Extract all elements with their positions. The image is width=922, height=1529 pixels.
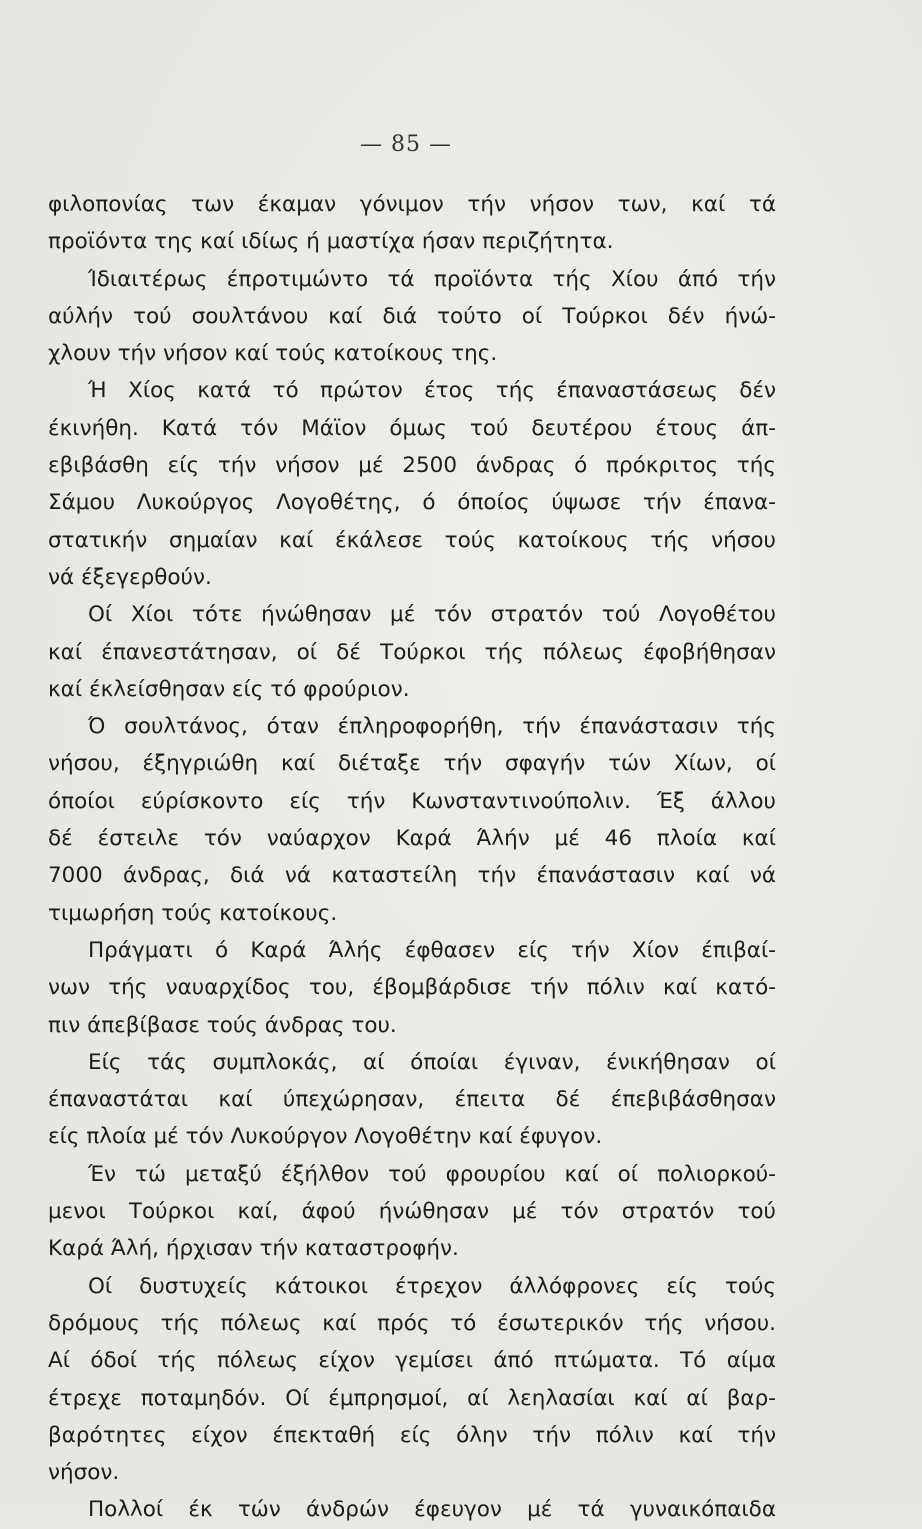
text-line: είς πλοία μέ τόν Λυκούργον Λογοθέτην καί έφυγον. [48, 1124, 603, 1150]
text-line: πιν άπεβίβασε τούς άνδρας του. [48, 1012, 397, 1038]
text-line: νων τής ναυαρχίδος του, έβομβάρδισε τήν πόλιν καί κατό- [48, 975, 776, 1001]
text-line: νήσον. [48, 1460, 120, 1486]
text-line: στατικήν σημαίαν καί έκάλεσε τούς κατοίκους τής νήσου [48, 527, 776, 553]
text-line: Ή Χίος κατά τό πρώτον έτος τής έπαναστάσεως δέν [88, 378, 776, 404]
text-line: καί έκλείσθησαν είς τό φρούριον. [48, 676, 410, 702]
text-line: καί έπανεστάτησαν, οί δέ Τούρκοι τής πόλεως έφοβήθησαν [48, 639, 776, 665]
text-line: έκινήθη. Κατά τόν Μάϊον όμως τού δευτέρου έτους άπ- [48, 415, 776, 441]
text-line: μενοι Τούρκοι καί, άφού ήνώθησαν μέ τόν στρατόν τού [48, 1199, 776, 1225]
page-number: — 85 — [360, 132, 452, 157]
text-line: Αί όδοί τής πόλεως είχον γεμίσει άπό πτώματα. Τό αίμα [48, 1348, 776, 1374]
text-line: προϊόντα της καί ιδίως ή μαστίχα ήσαν περιζήτητα. [48, 229, 614, 255]
text-line: Είς τάς συμπλοκάς, αί όποίαι έγιναν, ένικήθησαν οί [88, 1049, 776, 1075]
page-text [48, 186, 776, 1529]
text-line: εβιβάσθη είς τήν νήσον μέ 2500 άνδρας ό πρόκριτος τής [48, 453, 776, 479]
text-line: Πράγματι ό Καρά Άλής έφθασεν είς τήν Χίον έπιβαί- [88, 937, 776, 963]
text-line: νήσου, έξηγριώθη καί διέταξε τήν σφαγήν τών Χίων, οί [48, 751, 776, 777]
text-line: τιμωρήση τούς κατοίκους. [48, 900, 338, 926]
text-line: Έν τώ μεταξύ έξήλθον τού φρουρίου καί οί πολιορκού- [88, 1161, 776, 1187]
text-line: Οί Χίοι τότε ήνώθησαν μέ τόν στρατόν τού Λογοθέτου [88, 602, 776, 628]
text-line: βαρότητες είχον έπεκταθή είς όλην τήν πόλιν καί τήν [48, 1422, 776, 1448]
text-line: Ό σουλτάνος, όταν έπληροφορήθη, τήν έπανάστασιν τής [88, 714, 776, 740]
text-line: νά έξεγερθούν. [48, 564, 212, 590]
text-line: Πολλοί έκ τών άνδρών έφευγον μέ τά γυναικόπαιδα [88, 1497, 776, 1523]
text-line: δρόμους τής πόλεως καί πρός τό έσωτερικόν τής νήσου. [48, 1310, 776, 1336]
text-line: χλουν τήν νήσον καί τούς κατοίκους της. [48, 341, 498, 367]
text-line: έπαναστάται καί ύπεχώρησαν, έπειτα δέ έπεβιβάσθησαν [48, 1087, 776, 1113]
text-line: έτρεχε ποταμηδόν. Οί έμπρησμοί, αί λεηλασίαι καί αί βαρ- [48, 1385, 776, 1411]
text-line: όποίοι εύρίσκοντο είς τήν Κωνσταντινούπολιν. Έξ άλλου [48, 788, 776, 814]
text-line: Καρά Άλή, ήρχισαν τήν καταστροφήν. [48, 1236, 459, 1262]
text-line: 7000 άνδρας, διά νά καταστείλη τήν έπανάστασιν καί νά [48, 863, 776, 889]
text-line: Ίδιαιτέρως έπροτιμώντο τά προϊόντα τής Χίου άπό τήν [88, 266, 776, 292]
text-line: φιλοπονίας των έκαμαν γόνιμον τήν νήσον των, καί τά [48, 192, 776, 217]
text-line: αύλήν τού σουλτάνου καί διά τούτο οί Τούρκοι δέν ήνώ- [48, 303, 776, 329]
text-line: δέ έστειλε τόν ναύαρχον Καρά Άλήν μέ 46 πλοία καί [48, 826, 776, 852]
text-line: Οί δυστυχείς κάτοικοι έτρεχον άλλόφρονες είς τούς [88, 1273, 776, 1299]
text-line: Σάμου Λυκούργος Λογοθέτης, ό όποίος ύψωσε τήν έπανα- [48, 490, 776, 516]
